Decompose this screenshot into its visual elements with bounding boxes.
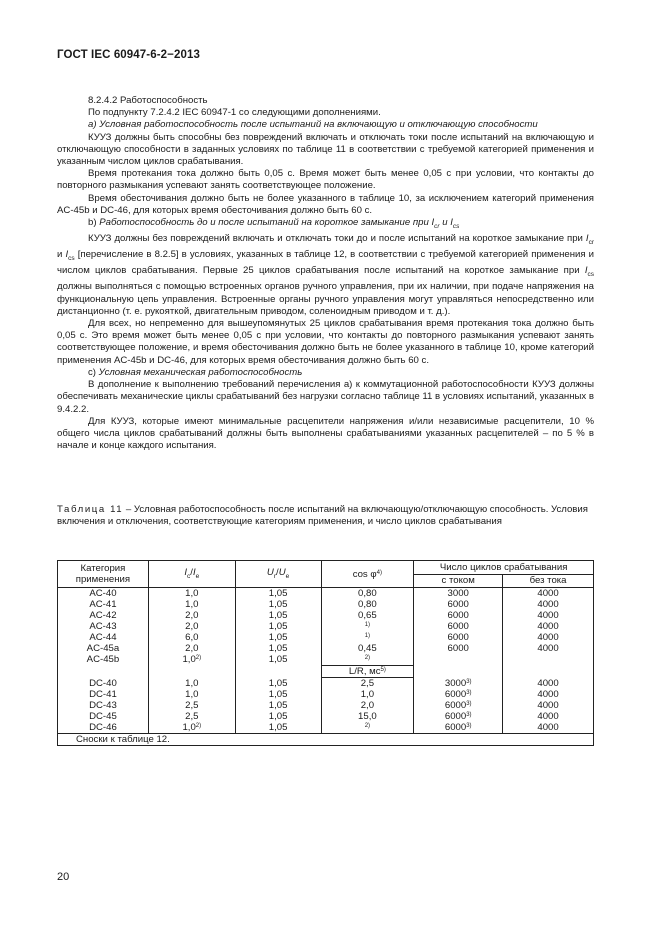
header-ur-ue: $U_r/U_e$	[235, 561, 321, 588]
dc-category-column	[58, 678, 149, 734]
table-cell: 1,05	[268, 632, 288, 643]
dc-with-column	[414, 678, 503, 734]
table-cell: AC-43	[89, 621, 117, 632]
table-cell: DC-45	[89, 710, 117, 722]
table-cell: 1,05	[268, 643, 288, 654]
table-cell: 4000	[537, 710, 559, 722]
table-cell: 6000$^{3)}$	[444, 688, 472, 700]
table-cell: 1,0	[185, 599, 199, 610]
table-cell: 1,0	[185, 677, 199, 689]
clause-heading: 8.2.4.2 Работоспособность	[88, 95, 208, 106]
table-ac-rows	[58, 588, 594, 666]
dc-ur-column	[235, 678, 321, 734]
paragraph: По подпункту 7.2.4.2 IEC 60947-1 со следующими дополнениями.	[88, 107, 381, 119]
table-footnote: Сноски к таблице 12.	[58, 734, 594, 746]
table-cell: 6000	[447, 621, 469, 632]
table-cell: 1,0	[185, 688, 199, 700]
table-cell: 1,05	[268, 710, 288, 722]
table-cell: DC-46	[89, 721, 117, 733]
table-cell: DC-43	[89, 699, 117, 711]
table-cell: 1,05	[268, 621, 288, 632]
page-number: 20	[57, 871, 70, 883]
table-cell: 2,0	[360, 700, 375, 711]
subclause-b-heading: b) Работоспособность до и после испытаний на короткое замыкание при $I_{cr}$ и $I_{cs}$	[88, 217, 460, 230]
ac-with-column	[414, 588, 503, 666]
table-cell: 1,05	[268, 599, 288, 610]
footnote-ref: 1)	[364, 622, 371, 628]
ac-without-column	[503, 588, 594, 666]
table-cell: 4000	[537, 699, 559, 711]
ac-cos-column	[321, 588, 414, 666]
header-without-current: без тока	[503, 574, 594, 588]
table-cell: 4000	[537, 688, 559, 700]
ac-ic-column	[148, 588, 235, 666]
table-cell	[414, 654, 502, 665]
table-cell: 6000$^{3)}$	[444, 699, 472, 711]
table-cell: 4000	[537, 610, 559, 621]
paragraph: В дополнение к выполнению требований перечисления а) к коммутационной работоспособности КУУЗ должны обеспечивать механические циклы срабатываний без нагрузки согласно таблице 11 в условиях испытаний, указанных в 9.4.2.2.	[57, 379, 594, 415]
table-caption: Таблица 11 – Условная работоспособность после испытаний на включающую/отключающую способность. Условия включения и отключения, соответствующие категориям применения, и число циклов срабатывания	[57, 504, 588, 528]
table-lr-header-row	[58, 666, 594, 678]
paragraph: КУУЗ должны быть способны без повреждений включать и отключать токи после испытаний на включающую и отключающую способности в заданных условиях по таблице 11 в соответствии с требуемой категорией применения и указанным числом циклов срабатывания.	[57, 131, 594, 168]
table-cell: 1,05	[268, 588, 288, 599]
table-cell: 1,05	[268, 721, 288, 733]
table-cell: 2,0	[185, 610, 199, 621]
table-cell: 6000	[447, 610, 469, 621]
paragraph: Для КУУЗ, которые имеют минимальные расцепители напряжения и/или независимые расцепители, 10 % общего числа циклов срабатываний должны быть выполнены срабатываниями указанных расцепителей – по 5 % в начале и конце каждого испытания.	[57, 415, 594, 452]
paragraph: Для всех, но непременно для вышеупомянутых 25 циклов срабатывания время протекания тока должно быть 0,05 с. Это время может быть менее 0,05 с при условии, что контакты до повторного размыкания успевают занять соответствующее положение, и время обесточивания должно быть не более указанного в таблице 10, кроме категорий применения AC-45b и DC-46, для которых время обесточивания должно быть 60 с.	[57, 318, 594, 366]
header-cos-phi: $\cos \varphi^{4)}$	[321, 561, 414, 588]
table-cell: 4000	[537, 721, 559, 733]
table-cell: AC-45b	[86, 654, 120, 665]
ac-ur-column	[235, 588, 321, 666]
table-cell: 1,05	[268, 699, 288, 711]
dc-without-column	[503, 678, 594, 734]
table-cell: AC-41	[89, 599, 117, 610]
paragraph: Время протекания тока должно быть 0,05 с. Время может быть менее 0,05 с при условии, что контакты до повторного размыкания успевают занять соответствующее положение.	[57, 168, 594, 192]
table-cell: AC-45a	[86, 643, 120, 654]
table-cell	[503, 654, 593, 665]
table-cell: 6000	[447, 643, 469, 654]
header-lr: L/R, $мс^{5)}$	[321, 666, 414, 678]
document-header: ГОСТ IEC 60947-6-2−2013	[57, 49, 200, 61]
table-cell: 4000	[537, 599, 559, 610]
table-11	[57, 560, 594, 746]
table-cell: DC-40	[89, 677, 117, 689]
table-cell: DC-41	[89, 688, 117, 700]
table-cell: 1,05	[268, 688, 288, 700]
footnote-ref: 2)	[364, 655, 371, 661]
subclause-c-heading: c) Условная механическая работоспособность	[88, 366, 303, 378]
table-cell: 2,0	[185, 621, 199, 632]
table-cell: 2,0	[185, 643, 199, 654]
table-cell: 3000	[447, 588, 469, 599]
footnote-ref: 2)	[195, 655, 202, 661]
subclause-a-text: а) Условная работоспособность после испытаний на включающую и отключающую способности	[88, 119, 538, 131]
table-cell: 2,5	[360, 678, 375, 689]
table-cell: 4000	[537, 632, 559, 643]
subclause-a-heading	[57, 119, 594, 131]
footnote-ref: 3)	[466, 689, 472, 696]
section-body	[57, 95, 594, 452]
footnote-ref: 3)	[466, 678, 472, 685]
table-cell: 0,80	[358, 588, 377, 599]
table-cell: 1,0	[360, 689, 375, 700]
table-cell: 4000	[537, 643, 559, 654]
footnote-ref: 3)	[466, 700, 472, 707]
header-cycles: Число циклов срабатывания	[414, 561, 594, 575]
table-cell: 4000	[537, 621, 559, 632]
table-cell: AC-44	[89, 632, 117, 643]
table-cell: 6000$^{3)}$	[444, 710, 472, 722]
table-cell: 1,0$^{2)}$	[182, 654, 202, 665]
table-dc-rows	[58, 678, 594, 734]
table-cell: 0,65	[358, 610, 377, 621]
table-cell: 2,5	[185, 710, 199, 722]
table-cell: 6000	[447, 599, 469, 610]
paragraph: КУУЗ должны без повреждений включать и отключать токи до и после испытаний на короткое замыкание при $I_{cr}$ и $I_{cs}$ [перечисление в 8.2.5] в условиях, указанных в таблице 12, в соответствии с требуемой категорией применения и числом циклов срабатывания. Первые 25 циклов срабатывания после испытаний на короткое замыкание при $I_{cs}$ должны выполняться с помощью встроенных органов ручного управления, при их наличии, при подаче напряжения на функциональную цепь управления. Встроенные органы ручного управления могут управляться непосредственно или дистанционно (т. е. рукояткой, двигательным приводом, соленоидным приводом и т. д.).	[57, 233, 594, 317]
table-cell: 1,05	[268, 610, 288, 621]
table-cell: 3000$^{3)}$	[444, 677, 472, 689]
table-cell: 0,45	[358, 643, 377, 654]
footnote-ref: 3)	[466, 711, 472, 718]
table-cell: 4000	[537, 588, 559, 599]
table-footnote-row	[58, 734, 594, 746]
table-cell: 1,05	[268, 677, 288, 689]
table-cell	[322, 722, 414, 733]
table-cell: 1,05	[268, 654, 288, 665]
footnote-ref: 2)	[364, 723, 371, 729]
table-cell	[322, 654, 414, 665]
header-ic-ie: $I_c/I_e$	[148, 561, 235, 588]
table-cell: 6,0	[185, 632, 199, 643]
paragraph: Время обесточивания должно быть не более указанного в таблице 10, за исключением категорий применения AC-45b и DC-46, для которых время обесточивания должно быть 60 с.	[57, 192, 594, 216]
dc-lr-column	[321, 678, 414, 734]
table-cell: 4000	[537, 677, 559, 689]
footnote-ref: 2)	[195, 722, 202, 729]
table-cell: 6000	[447, 632, 469, 643]
table-cell: AC-40	[89, 588, 117, 599]
table-cell: 2,5	[185, 699, 199, 711]
footnote-ref: 1)	[364, 633, 371, 639]
header-with-current: с током	[414, 574, 503, 588]
ac-category-column	[58, 588, 149, 666]
table-header-row	[58, 561, 594, 575]
footnote-ref: 3)	[466, 722, 472, 729]
table-cell: 1,0	[185, 588, 199, 599]
table-cell: 1,0$^{2)}$	[182, 721, 202, 733]
header-category: Категория применения	[58, 561, 149, 588]
table-cell: 0,80	[358, 599, 377, 610]
table-cell	[322, 632, 414, 643]
table-cell: 15,0	[358, 711, 377, 722]
table-cell: AC-42	[89, 610, 117, 621]
table-cell: 6000$^{3)}$	[444, 721, 472, 733]
dc-ic-column	[148, 678, 235, 734]
